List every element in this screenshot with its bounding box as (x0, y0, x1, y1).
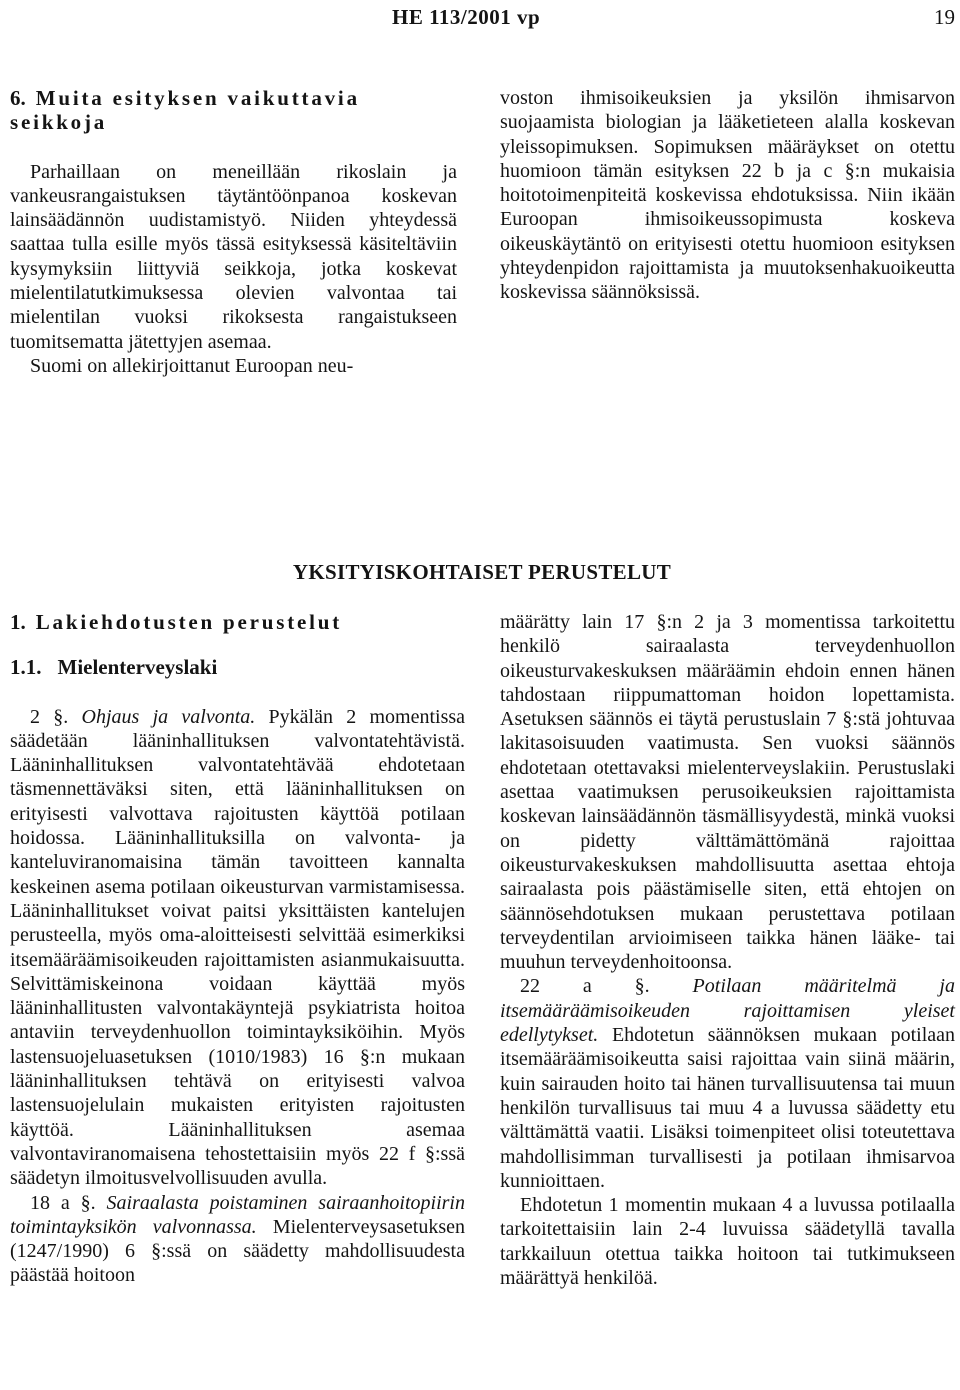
section-ref-title: Ohjaus ja valvonta. (81, 705, 256, 728)
paragraph-convention-cont: voston ihmisoikeuksien ja yksilön ihmisarvon suojaamista biologian ja lääketieteen alalla koskevan yleissopimuksen. Sopimuksen määräykset on otettu huomioon tämän esityksen 22 b ja c §:n mukaisia hoitotoimenpiteitä koskevissa ehdotuksissa. Niin ikään Euroopan ihmisoikeussopimusta koskeva oikeuskäytäntö on erityisesti otettu huomioon esityksen yhteydenpidon rajoittamista ja muutoksenhakuoikeutta koskevissa säännöksissä. (500, 87, 955, 304)
subsection-heading (10, 655, 465, 679)
running-header (0, 0, 960, 34)
lower-right-column (500, 610, 955, 1290)
paragraph-convention-start: Suomi on allekirjoittanut Euroopan neu- (30, 354, 354, 377)
section-title: Lakiehdotusten perustelut (35, 610, 343, 634)
paragraph-text: Pykälän 2 momentissa säädetään lääninhallituksen valvontatehtävistä. Lääninhallituksen valvontatehtävää ehdotetaan täsmennettäväksi siten, että lääninhallituksen on erityisesti valvottava rajoitusten käyttöä potilaan hoidossa. Lääninhallituksilla on valvonta- ja kanteluviranomaisina tämän tavoitteen kannalta keskeinen asema potilaan oikeusturvan varmistamisessa. Lääninhallitukset voivat paitsi yksittäisten kantelujen perusteella, myös oma-aloitteisesti selvittää esimerkiksi itsemääräämisoikeuden rajoittamisten asianmukaisuutta. Selvittämiskeinona voidaan käyttää myös lääninhallitusten valvontakäyntejä psykiatrista hoitoa antaviin terveydenhuollon toimintayksiköihin. Myös lastensuojeluasetuksen (1010/1983) 16 §:n mukaan lääninhallituksen tehtävä on erityisesti valvoa lastensuojelulain mukaisten erityisten rajoitusten käyttöä. Lääninhallituksen asemaa valvontaviranomaisena tehostettaisiin myös 22 f §:ssä säädetyn ilmoitusvelvollisuuden avulla. (10, 705, 466, 1190)
section-title: Muita esityksen vaikuttavia seikkoja (10, 86, 360, 135)
section-ref: 18 a §. (30, 1191, 96, 1214)
paragraph-22a-section (500, 974, 955, 1193)
subsection-number: 1.1. (10, 655, 42, 680)
section-heading-6 (10, 86, 457, 135)
paragraph-2-section (10, 705, 465, 1191)
section-ref-title: Sairaalasta poistaminen sairaanhoitopiirin toimintayksikön valvonnassa. (10, 1191, 465, 1238)
paragraph-18a-cont: määrätty lain 17 §:n 2 ja 3 momentissa tarkoitettu henkilö sairaalasta terveydenhuollon oikeusturvakeskuksen määräämin ehdoin ennen hänen tahdostaan riippumattoman hoidon lopettamista. Asetuksen säännös ei täytä perustuslain 7 §:stä johtuvaa lakitasoisuuden vaatimusta. Sen vuoksi säännös ehdotetaan otettavaksi mielenterveyslakiin. Perustuslaki asettaa vaatimuksen perusoikeuksien rajoittamista koskevan lainsäädännön täsmällisyydestä, minkä vuoksi on pidetty välttämättömänä rajoittaa oikeusturvakeskuksen mahdollisuutta asettaa ehtoja sairaalasta pois päästämiselle siten, että ehtojen on säännösehdotuksen mukaan perustettava potilaan terveydentilan arvioimiseen taikka hänen lääke- tai muuhun terveydenhoitoonsa. (500, 611, 955, 974)
section-number: 1. (10, 610, 26, 634)
subsection-title: Mielenterveyslaki (57, 655, 218, 680)
paragraph-text: Ehdotetun säännöksen mukaan potilaan itsemääräämisoikeutta saisi rajoittaa vain siinä määrin, kuin sairauden hoito tai hänen turvallisuutensa tai muun henkilön turvallisuus tai muu 4 a luvussa säädetty etu välttämättä vaatii. Lisäksi toimenpiteet olisi toteutettava mahdollisimman turvallisesti ja potilaan ihmisarvoa kunnioittaen. (500, 1024, 956, 1192)
paragraph-18a-section (10, 1191, 465, 1288)
detailed-justifications-title: YKSITYISKOHTAISET PERUSTELUT (292, 560, 672, 584)
lower-left-column (10, 610, 465, 1288)
paragraph-reform: Parhaillaan on meneillään rikoslain ja vankeusrangaistuksen täytäntöönpanoa koskevan lainsäädännön uudistamistyö. Niiden yhteydessä saattaa tulla esille myös tässä esityksessä käsiteltäviin kysymyksiin liittyviä seikkoja, jotka koskevat mielentilatutkimuksessa olevien valvontaa tai mielentilan vuoksi rikoksesta rangaistukseen tuomitsematta jätettyjen asemaa. (10, 160, 457, 353)
paragraph-text: Mielenterveysasetuksen (1247/1990) 6 §:ssä on säädetty mahdollisuudesta päästää hoitoon (10, 1215, 465, 1287)
document-id: HE 113/2001 vp (392, 5, 541, 29)
section-ref: 22 a §. (520, 975, 650, 998)
section-ref-title: Potilaan määritelmä ja itsemääräämisoikeuden rajoittamisen yleiset edellytykset. (500, 975, 955, 1047)
page-number: 19 (934, 5, 955, 29)
section-heading-1 (10, 610, 465, 634)
section-number: 6. (10, 86, 26, 110)
upper-right-column (500, 86, 955, 305)
upper-left-column (10, 86, 457, 378)
paragraph-22a-moment1: Ehdotetun 1 momentin mukaan 4 a luvussa potilaalla tarkoitettaisiin lain 2-4 luvuissa säädetyllä tavalla tarkkailuun otettua taikka hoitoon tai tutkimukseen määrättyä henkilöä. (500, 1194, 955, 1290)
section-ref: 2 §. (30, 705, 69, 728)
